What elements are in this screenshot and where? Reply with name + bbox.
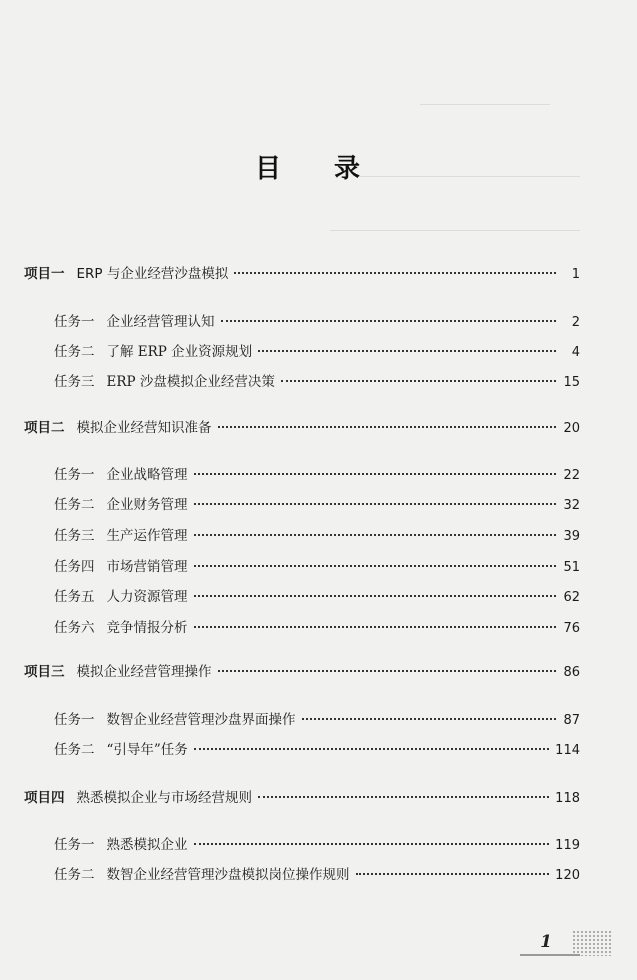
project-title: 熟悉模拟企业与市场经营规则 [76,790,252,806]
project-title: 模拟企业经营知识准备 [76,420,212,436]
project-title: 模拟企业经营管理操作 [76,664,212,680]
task-label: 任务一 [54,467,95,483]
task-label: 任务一 [54,837,95,853]
task-label: 任务二 [54,867,95,883]
dot-leader [194,534,557,536]
dot-leader [221,320,557,322]
task-label: 任务二 [54,742,95,758]
task-label: 任务二 [54,344,95,360]
toc-task-entry[interactable] [54,493,580,515]
project-title: ERP 与企业经营沙盘模拟 [76,266,229,282]
page-number: 1 [571,267,580,282]
page-title: 目 录 [254,154,383,184]
task-label: 任务四 [54,559,95,575]
page-number: 119 [555,838,580,853]
task-label: 任务一 [54,712,95,728]
toc-project-entry[interactable] [24,416,580,438]
task-title: ERP 沙盘模拟企业经营决策 [106,374,275,390]
page-number: 120 [555,868,580,883]
dot-leader [194,565,557,567]
task-title: 了解 ERP 企业资源规划 [106,344,253,360]
page-number: 39 [563,529,580,544]
page-number: 51 [563,560,580,575]
task-title: 熟悉模拟企业 [106,837,188,853]
task-title: 生产运作管理 [106,528,188,544]
dot-leader [218,426,557,428]
toc-task-entry[interactable] [54,738,580,760]
task-title: 市场营销管理 [106,559,188,575]
page-number: 118 [555,791,580,806]
task-title: 企业经营管理认知 [106,314,215,330]
footer-page-number: 1 [540,932,552,952]
task-label: 任务二 [54,497,95,513]
dot-leader [194,626,557,628]
toc-task-entry[interactable] [54,833,580,855]
dot-leader [234,272,556,274]
toc-task-entry[interactable] [54,863,580,885]
project-label: 项目一 [24,266,65,282]
page-number: 62 [563,590,580,605]
footer-dot-pattern [572,930,612,956]
task-title: 数智企业经营管理沙盘界面操作 [106,712,296,728]
task-label: 任务一 [54,314,95,330]
task-title: 数智企业经营管理沙盘模拟岗位操作规则 [106,867,350,883]
toc-task-entry[interactable] [54,708,580,730]
toc-project-entry[interactable] [24,262,580,284]
page-number: 4 [571,345,580,360]
task-title: “引导年”任务 [106,742,188,758]
page-number: 86 [563,665,580,680]
page-number: 114 [555,743,580,758]
task-title: 人力资源管理 [106,589,188,605]
task-label: 任务三 [54,528,95,544]
toc-project-entry[interactable] [24,660,580,682]
task-label: 任务五 [54,589,95,605]
dot-leader [194,473,557,475]
dot-leader [194,595,557,597]
page-number: 76 [563,621,580,636]
toc-task-entry[interactable] [54,310,580,332]
bleed-through-line [420,104,550,105]
dot-leader [258,796,549,798]
task-title: 竞争情报分析 [106,620,188,636]
task-label: 任务六 [54,620,95,636]
task-title: 企业财务管理 [106,497,188,513]
project-label: 项目三 [24,664,65,680]
dot-leader [194,843,550,845]
toc-task-entry[interactable] [54,555,580,577]
page-number: 15 [563,375,580,390]
toc-project-entry[interactable] [24,786,580,808]
project-label: 项目二 [24,420,65,436]
page-number: 32 [563,498,580,513]
toc-task-entry[interactable] [54,340,580,362]
page-number: 87 [563,713,580,728]
dot-leader [356,873,550,875]
task-title: 企业战略管理 [106,467,188,483]
dot-leader [194,748,549,750]
page-number: 2 [571,315,580,330]
project-label: 项目四 [24,790,65,806]
dot-leader [302,718,557,720]
footer-rule [520,954,580,956]
toc-task-entry[interactable] [54,585,580,607]
page-number: 22 [563,468,580,483]
toc-task-entry[interactable] [54,463,580,485]
dot-leader [281,380,556,382]
toc-task-entry[interactable] [54,524,580,546]
toc-task-entry[interactable] [54,616,580,638]
dot-leader [258,350,556,352]
page-number: 20 [563,421,580,436]
dot-leader [218,670,557,672]
bleed-through-line [330,230,580,231]
dot-leader [194,503,557,505]
toc-task-entry[interactable] [54,370,580,392]
task-label: 任务三 [54,374,95,390]
